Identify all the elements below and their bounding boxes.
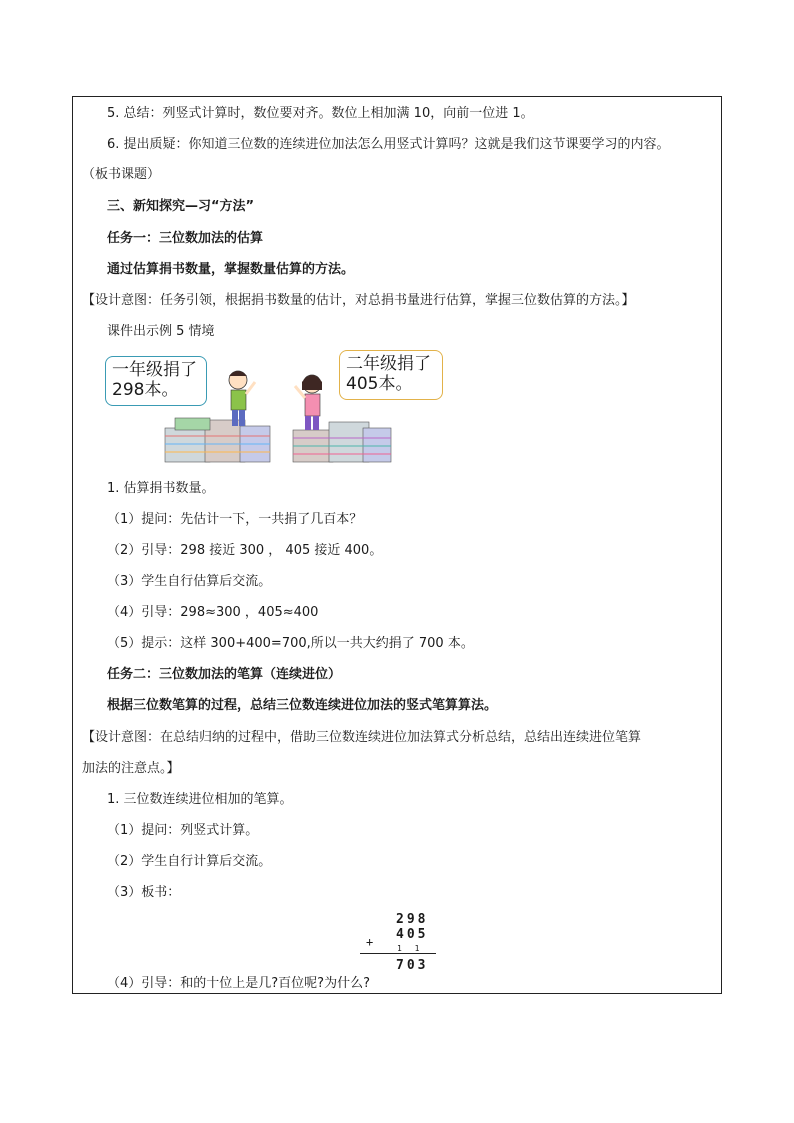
task-one-goal: 通过估算捐书数量，掌握数量估算的方法。: [107, 262, 355, 277]
boy-figure: [229, 371, 255, 426]
written-calc-question: （1）提问：列竖式计算。: [107, 823, 259, 838]
addend-second: 405: [396, 927, 429, 942]
guide-sum-digits: （4）引导：和的十位上是几?百位呢?为什么?: [107, 976, 370, 991]
grade-one-speech-bubble: [105, 356, 207, 406]
carry-marks: 1 1: [397, 944, 424, 953]
design-intent-1: 【设计意图：任务引领，根据捐书数量的估计，对总捐书量进行估算，掌握三位数估算的方法。】: [82, 293, 635, 308]
design-intent-2-line-2: 加法的注意点。】: [82, 761, 180, 776]
board-title-note: （板书课题）: [82, 167, 161, 182]
girl-figure: [295, 375, 322, 430]
sum-result: 703: [396, 958, 429, 973]
grade-two-bubble-line-1: 二年级捐了: [346, 354, 431, 374]
grade-one-bubble-line-1: 一年级捐了: [112, 360, 197, 380]
grade-two-bubble-line-2: 405本。: [346, 374, 413, 394]
estimate-question: （1）提问：先估计一下，一共捐了几百本？: [107, 512, 363, 527]
grade-one-bubble-line-2: 298本。: [112, 380, 179, 400]
sum-line: [360, 953, 436, 954]
task-one-heading: 任务一：三位数加法的估算: [107, 231, 264, 246]
written-calc-step: 1. 三位数连续进位相加的笔算。: [107, 792, 293, 807]
vertical-addition: [360, 910, 440, 975]
left-book-stacks: [165, 418, 270, 462]
board-writing-label: （3）板书：: [107, 885, 181, 900]
book-donation-illustration: [105, 350, 445, 465]
summary-line: 5. 总结：列竖式计算时，数位要对齐。数位上相加满 10，向前一位进 1。: [107, 106, 534, 121]
question-line: 6. 提出质疑：你知道三位数的连续进位加法怎么用竖式计算吗？这就是我们这节课要学习的内容。: [107, 137, 670, 152]
estimate-student-exchange: （3）学生自行估算后交流。: [107, 574, 272, 589]
grade-two-speech-bubble: [339, 350, 443, 400]
section-heading: 三、新知探究—习“方法”: [107, 199, 255, 214]
courseware-note: 课件出示例 5 情境: [107, 324, 215, 339]
addend-top: 298: [396, 912, 429, 927]
written-calc-exchange: （2）学生自行计算后交流。: [107, 854, 272, 869]
estimate-guide-2: （4）引导：298≈300 ，405≈400: [107, 605, 319, 620]
estimate-step: 1. 估算捐书数量。: [107, 481, 215, 496]
design-intent-2-line-1: 【设计意图：在总结归纳的过程中，借助三位数连续进位加法算式分析总结，总结出连续进位笔算: [82, 730, 642, 745]
estimate-hint: （5）提示：这样 300+400=700,所以一共大约捐了 700 本。: [107, 636, 474, 651]
plus-sign: +: [366, 935, 374, 949]
task-two-heading: 任务二：三位数加法的笔算（连续进位）: [107, 667, 342, 682]
task-two-goal: 根据三位数笔算的过程，总结三位数连续进位加法的竖式笔算算法。: [107, 698, 498, 713]
estimate-guide-1: （2）引导：298 接近 300 ， 405 接近 400。: [107, 543, 383, 558]
